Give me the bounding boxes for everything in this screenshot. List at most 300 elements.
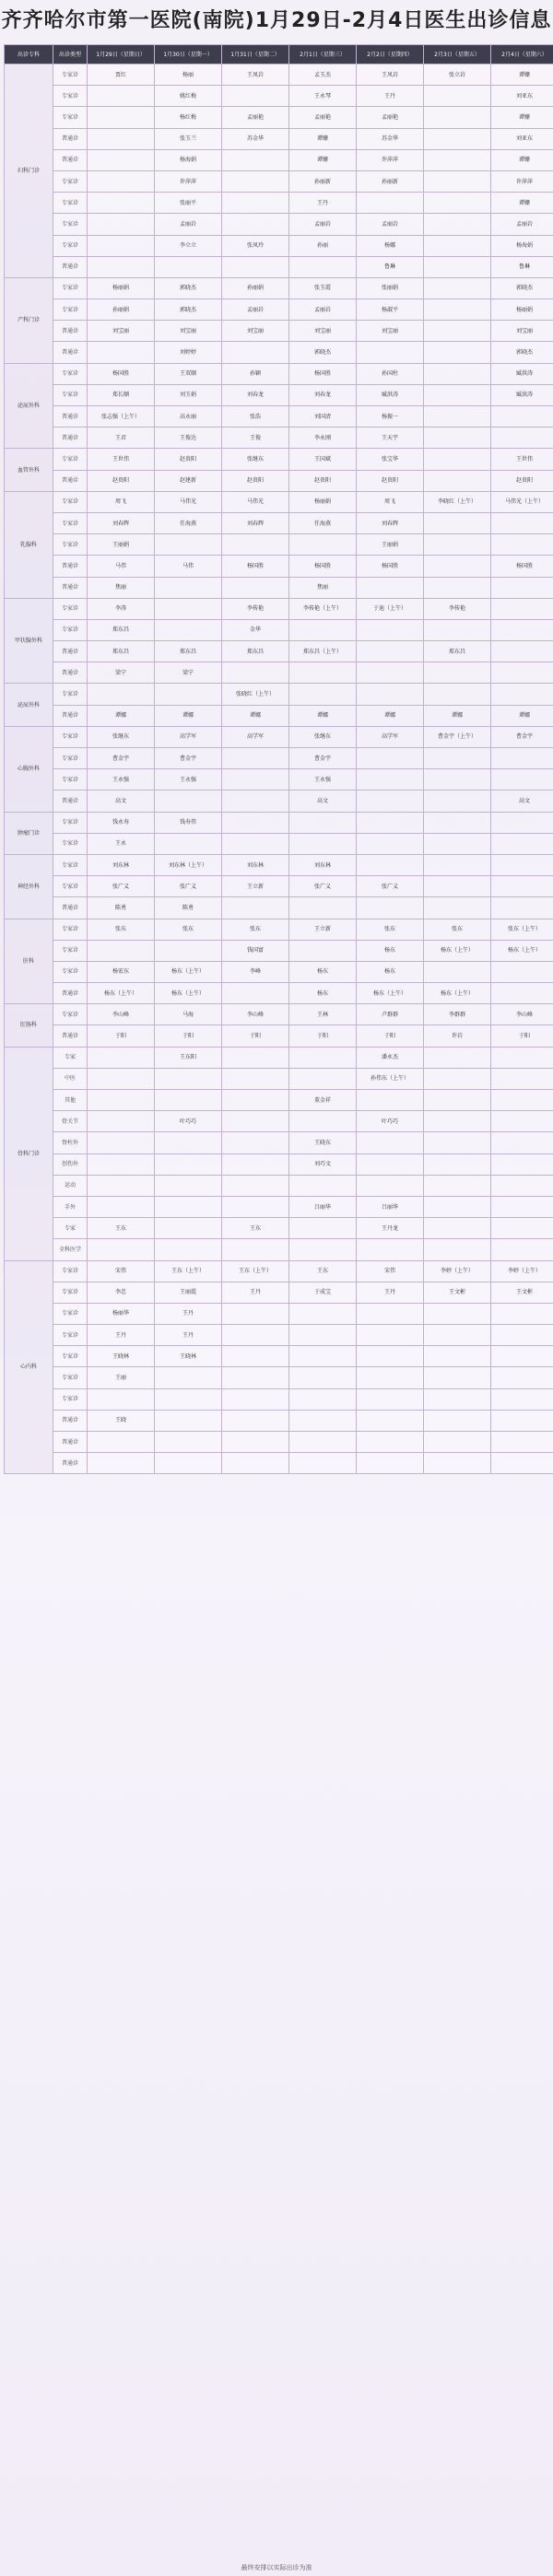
doctor-cell: 李山峰 — [88, 1004, 155, 1025]
table-row — [5, 641, 553, 662]
doctor-cell — [222, 662, 289, 684]
doctor-cell: 臧洪涛 — [491, 363, 553, 384]
doctor-cell: 于迪（上午） — [357, 598, 424, 619]
table-row — [5, 1175, 553, 1196]
department-cell: 妇科门诊 — [5, 64, 53, 278]
doctor-cell: 张宝华 — [357, 449, 424, 470]
doctor-cell — [357, 1153, 424, 1175]
doctor-cell — [289, 1175, 357, 1196]
visit-type-cell: 专家诊 — [53, 512, 88, 533]
doctor-cell — [289, 1239, 357, 1260]
doctor-cell: 李永刚 — [289, 427, 357, 449]
table-row — [5, 1004, 553, 1025]
doctor-cell: 谭娜 — [155, 705, 222, 726]
doctor-cell: 杨丽娟 — [88, 277, 155, 299]
doctor-cell — [357, 342, 424, 363]
doctor-cell — [289, 1410, 357, 1431]
doctor-cell — [222, 833, 289, 854]
doctor-cell: 杨东 — [289, 961, 357, 982]
doctor-cell: 高永丽 — [155, 406, 222, 427]
doctor-cell — [357, 1432, 424, 1453]
table-row — [5, 256, 553, 277]
visit-type-cell: 专家诊 — [53, 598, 88, 619]
doctor-cell — [88, 940, 155, 961]
visit-type-cell: 专家诊 — [53, 1004, 88, 1025]
doctor-cell — [491, 1388, 553, 1410]
doctor-cell: 杨丽华 — [88, 1303, 155, 1324]
table-header — [5, 45, 553, 64]
doctor-cell: 王东 — [289, 1260, 357, 1282]
doctor-cell: 王双顺 — [155, 363, 222, 384]
doctor-cell: 张东 — [222, 919, 289, 940]
doctor-cell: 郑东昌 — [88, 619, 155, 640]
doctor-cell: 刘玉娟 — [155, 384, 222, 405]
table-row — [5, 321, 553, 342]
doctor-cell — [222, 1453, 289, 1474]
doctor-cell — [491, 854, 553, 875]
doctor-cell — [88, 214, 155, 235]
visit-type-cell: 普通诊 — [53, 705, 88, 726]
department-cell: 心内科 — [5, 1260, 53, 1474]
doctor-cell: 孙丽 — [289, 235, 357, 256]
table-row — [5, 491, 553, 512]
table-row — [5, 961, 553, 982]
doctor-cell: 李传艳 — [424, 598, 491, 619]
doctor-cell — [357, 1410, 424, 1431]
visit-type-cell: 普通诊 — [53, 897, 88, 919]
table-row — [5, 748, 553, 769]
visit-type-cell: 普通诊 — [53, 321, 88, 342]
doctor-cell — [155, 790, 222, 812]
doctor-cell: 王文彬 — [491, 1282, 553, 1303]
doctor-cell: 王东 — [222, 1218, 289, 1239]
doctor-cell — [155, 1410, 222, 1431]
table-row — [5, 1303, 553, 1324]
table-row — [5, 1367, 553, 1388]
doctor-cell — [155, 1367, 222, 1388]
doctor-cell: 杨红梅 — [155, 107, 222, 128]
doctor-cell: 刘宝丽 — [88, 321, 155, 342]
visit-type-cell: 普通诊 — [53, 641, 88, 662]
doctor-cell — [222, 1410, 289, 1431]
doctor-cell — [155, 619, 222, 640]
doctor-cell — [222, 1132, 289, 1153]
visit-type-cell: 专家诊 — [53, 534, 88, 556]
doctor-cell — [357, 1303, 424, 1324]
visit-type-cell: 专家诊 — [53, 1388, 88, 1410]
doctor-cell — [491, 1153, 553, 1175]
doctor-cell: 王丹龙 — [357, 1218, 424, 1239]
doctor-cell — [357, 1346, 424, 1367]
doctor-cell — [491, 1132, 553, 1153]
doctor-cell: 王国斌 — [289, 449, 357, 470]
table-row — [5, 107, 553, 128]
visit-type-cell: 专家诊 — [53, 726, 88, 747]
header-row — [5, 45, 553, 64]
doctor-cell: 王立新 — [222, 876, 289, 897]
doctor-cell: 张广义 — [289, 876, 357, 897]
visit-type-cell: 普通诊 — [53, 1453, 88, 1474]
doctor-cell: 姚红梅 — [155, 86, 222, 107]
doctor-cell: 卢群群 — [357, 1004, 424, 1025]
doctor-cell — [424, 170, 491, 192]
doctor-cell: 孟玉杰 — [289, 64, 357, 86]
doctor-cell: 马海 — [155, 1004, 222, 1025]
doctor-cell — [155, 534, 222, 556]
doctor-cell: 宋伟 — [88, 1260, 155, 1282]
doctor-cell — [222, 1111, 289, 1132]
doctor-cell — [155, 1432, 222, 1453]
doctor-cell: 曹金宇 — [289, 748, 357, 769]
doctor-cell — [289, 684, 357, 705]
doctor-cell: 谭姗 — [491, 64, 553, 86]
doctor-cell: 杨国胜 — [222, 556, 289, 577]
doctor-cell — [88, 235, 155, 256]
doctor-cell: 刘东林 — [222, 854, 289, 875]
doctor-cell: 许萍萍 — [357, 149, 424, 170]
doctor-cell — [424, 128, 491, 149]
doctor-cell: 于阳 — [88, 1025, 155, 1047]
doctor-cell — [357, 1090, 424, 1111]
table-row — [5, 363, 553, 384]
doctor-cell: 于阳 — [155, 1025, 222, 1047]
visit-type-cell: 专家诊 — [53, 940, 88, 961]
visit-type-cell: 专家诊 — [53, 919, 88, 940]
doctor-cell — [491, 1432, 553, 1453]
doctor-cell — [289, 1218, 357, 1239]
doctor-cell — [424, 961, 491, 982]
visit-type-cell: 专家诊 — [53, 1325, 88, 1346]
doctor-cell — [424, 748, 491, 769]
doctor-cell — [155, 1068, 222, 1089]
doctor-cell: 郭晓杰 — [155, 277, 222, 299]
table-row — [5, 1196, 553, 1217]
doctor-cell: 杨国胜 — [88, 363, 155, 384]
doctor-cell — [289, 1111, 357, 1132]
doctor-cell — [88, 86, 155, 107]
table-row — [5, 512, 553, 533]
doctor-cell — [424, 427, 491, 449]
visit-type-cell: 专家诊 — [53, 748, 88, 769]
doctor-cell: 张继东 — [289, 726, 357, 747]
visit-type-cell: 专家 — [53, 1047, 88, 1068]
doctor-cell: 张广义 — [88, 876, 155, 897]
doctor-cell — [424, 1453, 491, 1474]
doctor-cell: 杨东（上午） — [88, 983, 155, 1004]
column-header: 1月31日（星期二） — [222, 45, 289, 64]
doctor-cell: 郭晓杰 — [491, 277, 553, 299]
department-cell: 心胸外科 — [5, 726, 53, 812]
doctor-cell: 张广义 — [357, 876, 424, 897]
department-cell: 骨科门诊 — [5, 1047, 53, 1260]
doctor-cell: 孙丽娟 — [222, 277, 289, 299]
doctor-cell — [424, 470, 491, 491]
doctor-cell: 王俊 — [222, 427, 289, 449]
doctor-cell — [222, 1303, 289, 1324]
doctor-cell — [491, 876, 553, 897]
doctor-cell: 陈勇 — [155, 897, 222, 919]
doctor-cell: 金华 — [222, 619, 289, 640]
footer-note: 最终安排以实际出诊为准 — [241, 2564, 312, 2571]
table-row — [5, 427, 553, 449]
doctor-cell — [424, 1090, 491, 1111]
doctor-cell: 叶巧巧 — [357, 1111, 424, 1132]
doctor-cell — [424, 854, 491, 875]
doctor-cell: 王丹 — [357, 86, 424, 107]
doctor-cell: 王晓林 — [155, 1346, 222, 1367]
doctor-cell: 王永强 — [289, 769, 357, 790]
doctor-cell: 李涛 — [88, 598, 155, 619]
table-row — [5, 833, 553, 854]
table-row — [5, 662, 553, 684]
doctor-cell — [424, 1153, 491, 1175]
doctor-cell: 曹金宇 — [491, 726, 553, 747]
table-row — [5, 1388, 553, 1410]
table-row — [5, 983, 553, 1004]
visit-type-cell: 普通诊 — [53, 149, 88, 170]
doctor-cell — [491, 769, 553, 790]
department-cell: 甲状腺外科 — [5, 598, 53, 684]
table-row — [5, 919, 553, 940]
visit-type-cell: 普通诊 — [53, 662, 88, 684]
doctor-cell — [88, 1453, 155, 1474]
doctor-cell — [357, 619, 424, 640]
doctor-cell: 董金祥 — [289, 1090, 357, 1111]
doctor-cell — [357, 662, 424, 684]
visit-type-cell: 专家诊 — [53, 449, 88, 470]
table-row — [5, 1346, 553, 1367]
doctor-cell — [289, 833, 357, 854]
doctor-cell: 曹金宇 — [88, 748, 155, 769]
doctor-cell: 杨振一 — [357, 406, 424, 427]
doctor-cell — [424, 149, 491, 170]
visit-type-cell: 专家诊 — [53, 854, 88, 875]
doctor-cell: 谭姗 — [289, 128, 357, 149]
doctor-cell: 曹金宇（上午） — [424, 726, 491, 747]
doctor-cell: 赵贵阳 — [491, 470, 553, 491]
table-row — [5, 470, 553, 491]
doctor-cell — [491, 961, 553, 982]
doctor-cell: 杨国胜 — [491, 556, 553, 577]
doctor-cell: 刘宝丽 — [357, 321, 424, 342]
doctor-cell: 张广义 — [155, 876, 222, 897]
doctor-cell — [424, 1346, 491, 1367]
doctor-cell: 张志强（上午） — [88, 406, 155, 427]
column-header: 出诊专科 — [5, 45, 53, 64]
doctor-cell — [491, 812, 553, 833]
doctor-cell — [155, 1388, 222, 1410]
table-row — [5, 1239, 553, 1260]
doctor-cell: 李婷（上午） — [491, 1260, 553, 1282]
doctor-cell — [424, 1325, 491, 1346]
doctor-cell — [491, 427, 553, 449]
doctor-cell — [424, 876, 491, 897]
doctor-cell: 高学军 — [155, 726, 222, 747]
doctor-cell — [222, 812, 289, 833]
table-row — [5, 1325, 553, 1346]
doctor-cell — [491, 1068, 553, 1089]
visit-type-cell: 专家诊 — [53, 1346, 88, 1367]
table-row — [5, 1111, 553, 1132]
doctor-cell: 高文 — [491, 790, 553, 812]
table-row — [5, 1218, 553, 1239]
doctor-cell — [424, 619, 491, 640]
doctor-cell: 杨国胜 — [357, 556, 424, 577]
doctor-cell — [222, 256, 289, 277]
doctor-cell — [491, 1303, 553, 1324]
doctor-cell: 马伟 — [155, 556, 222, 577]
doctor-cell: 李峰 — [222, 961, 289, 982]
doctor-cell — [155, 1196, 222, 1217]
table-row — [5, 854, 553, 875]
visit-type-cell: 普通诊 — [53, 556, 88, 577]
doctor-cell — [155, 684, 222, 705]
visit-type-cell: 专家诊 — [53, 235, 88, 256]
doctor-cell: 张东 — [155, 919, 222, 940]
department-cell: 产科门诊 — [5, 277, 53, 363]
doctor-cell — [424, 384, 491, 405]
doctor-cell — [491, 512, 553, 533]
doctor-cell — [491, 1346, 553, 1367]
doctor-cell: 刘巧文 — [289, 1153, 357, 1175]
doctor-cell: 谭娜 — [88, 705, 155, 726]
visit-type-cell: 普通诊 — [53, 427, 88, 449]
visit-type-cell: 普通诊 — [53, 1025, 88, 1047]
doctor-cell: 杨宏东 — [88, 961, 155, 982]
doctor-cell: 杨东（上午） — [357, 983, 424, 1004]
doctor-cell — [424, 1218, 491, 1239]
doctor-cell — [491, 1175, 553, 1196]
doctor-cell: 刘婷婷 — [155, 342, 222, 363]
doctor-cell — [424, 1432, 491, 1453]
doctor-cell: 王永强 — [88, 769, 155, 790]
doctor-cell — [88, 193, 155, 214]
doctor-cell: 谭娜 — [491, 705, 553, 726]
doctor-cell: 杨娜 — [357, 235, 424, 256]
doctor-cell — [222, 1367, 289, 1388]
visit-type-cell: 专家诊 — [53, 299, 88, 321]
doctor-cell: 杨丽娟 — [289, 491, 357, 512]
doctor-cell — [357, 897, 424, 919]
doctor-cell — [222, 577, 289, 598]
doctor-cell — [222, 1090, 289, 1111]
table-body — [5, 64, 553, 1474]
doctor-cell — [424, 1111, 491, 1132]
doctor-cell: 杨东 — [357, 961, 424, 982]
doctor-cell — [88, 107, 155, 128]
doctor-cell: 于阳 — [222, 1025, 289, 1047]
doctor-cell — [222, 983, 289, 1004]
doctor-cell — [491, 1239, 553, 1260]
doctor-cell: 钱永寿 — [88, 812, 155, 833]
doctor-cell: 谭姗 — [491, 107, 553, 128]
doctor-cell — [222, 86, 289, 107]
doctor-cell — [424, 406, 491, 427]
doctor-cell: 郑东昌 — [155, 641, 222, 662]
table-row — [5, 235, 553, 256]
page-title: 齐齐哈尔市第一医院(南院)1月29日-2月4日医生出诊信息 — [1, 9, 552, 32]
visit-type-cell: 普通诊 — [53, 1432, 88, 1453]
doctor-cell — [289, 619, 357, 640]
doctor-cell — [491, 1090, 553, 1111]
doctor-cell: 王丹 — [155, 1303, 222, 1324]
doctor-cell: 梁宁 — [88, 662, 155, 684]
doctor-cell: 张东（上午） — [491, 919, 553, 940]
doctor-cell — [424, 299, 491, 321]
doctor-cell — [491, 1410, 553, 1431]
table-row — [5, 1410, 553, 1431]
table-row — [5, 1090, 553, 1111]
doctor-cell — [357, 1388, 424, 1410]
doctor-cell: 于阳 — [357, 1025, 424, 1047]
table-row — [5, 1282, 553, 1303]
doctor-cell — [424, 107, 491, 128]
doctor-cell: 张玉兰 — [155, 128, 222, 149]
table-row — [5, 1432, 553, 1453]
doctor-cell: 孟丽艳 — [289, 107, 357, 128]
visit-type-cell: 专家诊 — [53, 833, 88, 854]
doctor-cell — [424, 342, 491, 363]
doctor-cell: 张继东 — [88, 726, 155, 747]
doctor-cell — [491, 619, 553, 640]
visit-type-cell: 脊柱外 — [53, 1132, 88, 1153]
visit-type-cell: 普通诊 — [53, 342, 88, 363]
table-row — [5, 876, 553, 897]
visit-type-cell: 普通诊 — [53, 470, 88, 491]
doctor-cell — [88, 342, 155, 363]
doctor-cell: 张东 — [424, 919, 491, 940]
doctor-cell: 张继东 — [222, 449, 289, 470]
table-row — [5, 1260, 553, 1282]
doctor-cell: 刘亚东 — [491, 128, 553, 149]
doctor-cell — [357, 684, 424, 705]
table-row — [5, 149, 553, 170]
doctor-cell — [424, 897, 491, 919]
doctor-cell — [289, 662, 357, 684]
doctor-cell: 李婷（上午） — [424, 1260, 491, 1282]
doctor-cell: 高学军 — [357, 726, 424, 747]
doctor-cell: 潘永杰 — [357, 1047, 424, 1068]
doctor-cell: 王丹 — [88, 1325, 155, 1346]
doctor-cell — [424, 193, 491, 214]
doctor-cell: 任海燕 — [289, 512, 357, 533]
doctor-cell: 刘东林（上午） — [155, 854, 222, 875]
doctor-cell — [424, 684, 491, 705]
table-row — [5, 170, 553, 192]
department-cell: 肛肠科 — [5, 1004, 53, 1047]
doctor-cell: 吕丽华 — [289, 1196, 357, 1217]
doctor-cell: 张东 — [88, 919, 155, 940]
doctor-cell: 刘宝丽 — [222, 321, 289, 342]
table-row — [5, 577, 553, 598]
doctor-cell — [88, 1432, 155, 1453]
doctor-cell: 于阳 — [491, 1025, 553, 1047]
doctor-cell — [357, 1239, 424, 1260]
department-cell: 肝科 — [5, 919, 53, 1004]
doctor-cell — [155, 1175, 222, 1196]
doctor-cell: 张立岩 — [424, 64, 491, 86]
doctor-cell — [88, 684, 155, 705]
table-row — [5, 940, 553, 961]
doctor-cell: 马伟光 — [155, 491, 222, 512]
doctor-cell: 郑东昌（上午） — [289, 641, 357, 662]
doctor-cell — [88, 128, 155, 149]
doctor-cell: 赵贵阳 — [88, 470, 155, 491]
doctor-cell: 李山峰 — [491, 1004, 553, 1025]
doctor-cell: 杨丽 — [155, 64, 222, 86]
doctor-cell: 郭晓杰 — [491, 342, 553, 363]
doctor-cell: 刘春龙 — [289, 384, 357, 405]
